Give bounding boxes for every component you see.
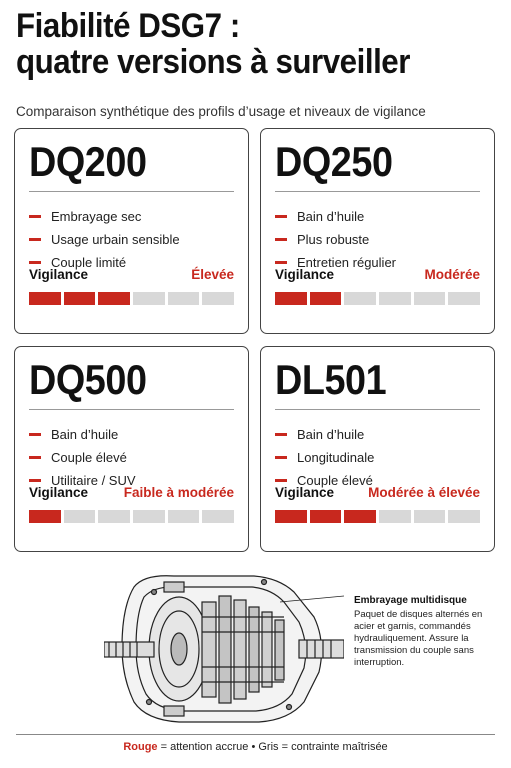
list-item	[29, 423, 136, 446]
vigilance-segment	[275, 510, 307, 523]
vigilance-label: Vigilance	[275, 485, 335, 500]
vigilance-level: Modérée à élevée	[368, 485, 480, 500]
dash-bullet-icon	[29, 215, 41, 218]
title-line-1: Fiabilité DSG7 :	[16, 7, 240, 45]
dash-bullet-icon	[275, 261, 287, 264]
card-title: DQ250	[275, 138, 393, 185]
card-dq500	[14, 346, 249, 552]
legend-grey-term: Gris	[258, 741, 279, 753]
legend-red-term: Rouge	[123, 741, 158, 753]
vigilance-segment	[379, 510, 411, 523]
vigilance-segment	[168, 510, 200, 523]
vigilance-segment	[344, 292, 376, 305]
feature-text: Couple élevé	[51, 450, 127, 465]
vigilance-segment	[29, 510, 61, 523]
list-item	[29, 228, 180, 251]
legend-grey-desc: = contrainte maîtrisée	[281, 741, 388, 753]
dash-bullet-icon	[275, 433, 287, 436]
card-title: DQ200	[29, 138, 147, 185]
vigilance-level: Élevée	[191, 267, 234, 282]
vigilance-meter	[275, 510, 480, 523]
vigilance-segment	[310, 510, 342, 523]
gearbox-cutaway-illustration	[104, 562, 344, 732]
card-title: DQ500	[29, 356, 147, 403]
vigilance-meter	[275, 292, 480, 305]
vigilance-segment	[64, 292, 96, 305]
feature-text: Utilitaire / SUV	[51, 473, 136, 488]
vigilance-label: Vigilance	[29, 485, 89, 500]
card-title: DL501	[275, 356, 387, 403]
feature-text: Plus robuste	[297, 232, 370, 247]
feature-list	[29, 205, 180, 274]
vigilance-segment	[133, 510, 165, 523]
card-divider	[275, 191, 480, 192]
dash-bullet-icon	[275, 479, 287, 482]
card-dq250	[260, 128, 495, 334]
feature-text: Bain d’huile	[297, 209, 365, 224]
feature-list	[29, 423, 136, 492]
footer-divider	[16, 734, 495, 735]
vigilance-meter	[29, 292, 234, 305]
feature-text: Couple élevé	[297, 473, 373, 488]
vigilance-level: Modérée	[424, 267, 480, 282]
list-item	[275, 205, 396, 228]
vigilance-segment	[379, 292, 411, 305]
vigilance-segment	[202, 510, 234, 523]
vigilance-label: Vigilance	[275, 267, 335, 282]
dash-bullet-icon	[275, 215, 287, 218]
dash-bullet-icon	[29, 456, 41, 459]
vigilance-label: Vigilance	[29, 267, 89, 282]
page-title	[16, 8, 458, 80]
feature-text: Longitudinale	[297, 450, 375, 465]
dash-bullet-icon	[29, 479, 41, 482]
callout-text: Paquet de disques alternés en acier et garnis, commandés hydrauliquement. Assure la transmission du couple sans interruption.	[354, 609, 483, 668]
vigilance-segment	[414, 510, 446, 523]
legend-red-desc: = attention accrue	[160, 741, 249, 753]
dash-bullet-icon	[29, 261, 41, 264]
list-item	[275, 446, 374, 469]
vigilance-level: Faible à modérée	[123, 485, 234, 500]
list-item	[29, 205, 180, 228]
color-legend	[0, 741, 511, 753]
feature-text: Usage urbain sensible	[51, 232, 180, 247]
vigilance-segment	[414, 292, 446, 305]
dash-bullet-icon	[29, 238, 41, 241]
dash-bullet-icon	[275, 238, 287, 241]
vigilance-row	[275, 267, 480, 282]
vigilance-segment	[344, 510, 376, 523]
vigilance-segment	[202, 292, 234, 305]
vigilance-meter	[29, 510, 234, 523]
feature-text: Bain d’huile	[51, 427, 119, 442]
card-divider	[275, 409, 480, 410]
feature-text: Entretien régulier	[297, 255, 396, 270]
dash-bullet-icon	[29, 433, 41, 436]
list-item	[275, 423, 374, 446]
vigilance-row	[29, 267, 234, 282]
page-subtitle: Comparaison synthétique des profils d’usage et niveaux de vigilance	[16, 104, 426, 119]
vigilance-segment	[275, 292, 307, 305]
feature-text: Bain d’huile	[297, 427, 365, 442]
vigilance-segment	[310, 292, 342, 305]
dash-bullet-icon	[275, 456, 287, 459]
feature-list	[275, 205, 396, 274]
feature-list	[275, 423, 374, 492]
card-dq200	[14, 128, 249, 334]
list-item	[29, 446, 136, 469]
card-divider	[29, 191, 234, 192]
card-divider	[29, 409, 234, 410]
list-item	[275, 228, 396, 251]
title-line-2: quatre versions à surveiller	[16, 43, 410, 81]
legend-separator: •	[251, 741, 256, 753]
card-dl501	[260, 346, 495, 552]
vigilance-segment	[448, 292, 480, 305]
vigilance-segment	[133, 292, 165, 305]
vigilance-segment	[29, 292, 61, 305]
vigilance-row	[275, 485, 480, 500]
vigilance-segment	[64, 510, 96, 523]
vigilance-segment	[168, 292, 200, 305]
feature-text: Couple limité	[51, 255, 127, 270]
vigilance-segment	[448, 510, 480, 523]
vigilance-segment	[98, 510, 130, 523]
callout-title: Embrayage multidisque	[354, 595, 467, 606]
vigilance-segment	[98, 292, 130, 305]
vigilance-row	[29, 485, 234, 500]
feature-text: Embrayage sec	[51, 209, 142, 224]
